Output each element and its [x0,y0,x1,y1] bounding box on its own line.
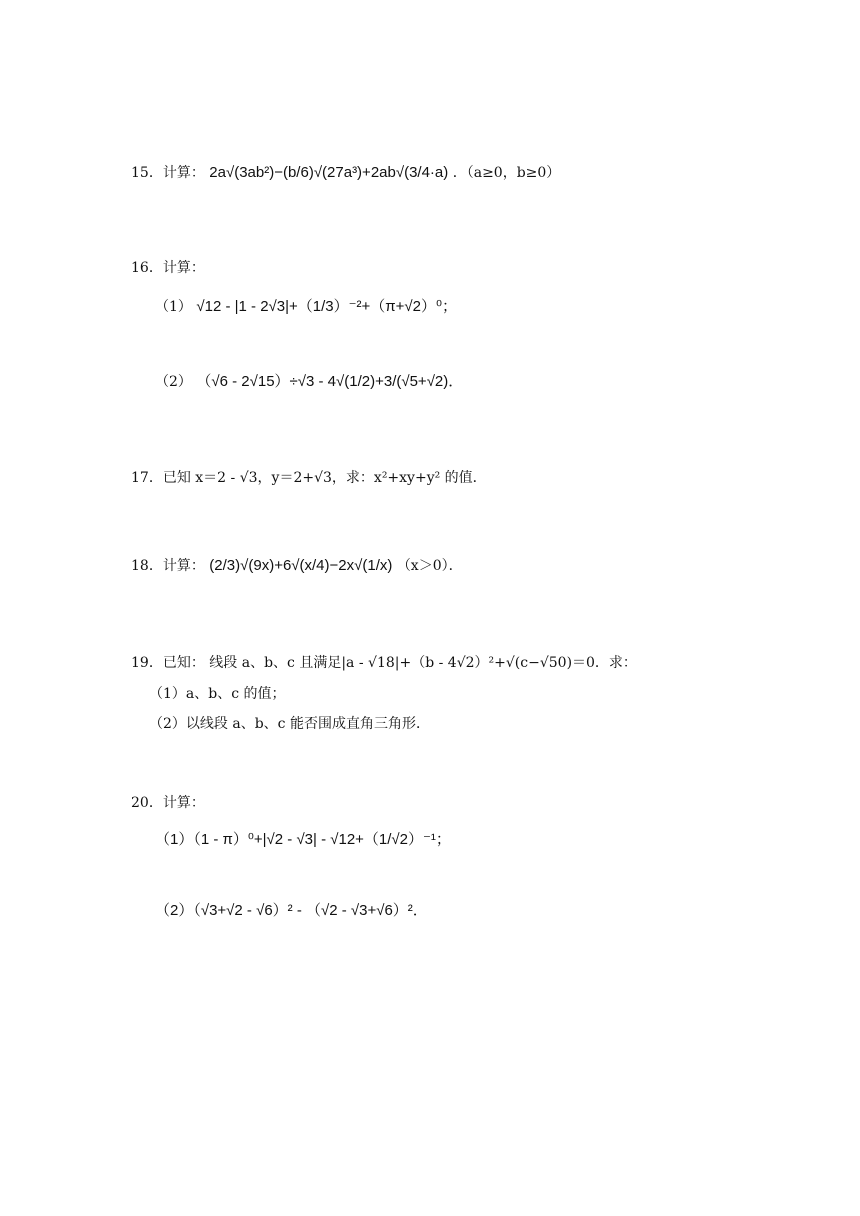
question-18-condition: （x＞0）． [396,558,463,574]
question-17-text: x＝2 - √3，y＝2+√3，求：x²+xy+y² 的值． [195,470,487,486]
question-19-part-1-text: （1）a、b、c 的值； [149,686,286,702]
question-15-math: 2a√(3ab²)−(b/6)√(27a³)+2ab√(3/4·a) [209,164,449,181]
question-20-part-2 [155,901,428,921]
question-15 [131,163,560,183]
question-19-text: 线段 a、b、c 且满足|a - √18|+（b - 4√2）²+√(c−√50)＝0．求： [209,655,637,671]
question-20-part-2-text: （2）（√3+√2 - √6）² - （√2 - √3+√6）²． [155,902,428,919]
question-20-label: 20．计算： [131,795,205,811]
question-19-part-2 [149,714,430,734]
question-17-label: 17．已知 [131,470,191,486]
question-16-part-2-label: （2） [155,374,192,390]
question-20 [131,793,205,813]
question-16 [131,258,205,278]
question-18-math: (2/3)√(9x)+6√(x/4)−2x√(1/x) [209,557,393,574]
question-16-part-2 [155,372,463,392]
question-18-label: 18．计算： [131,558,205,574]
question-19-part-1 [149,684,286,704]
question-19-part-2-text: （2）以线段 a、b、c 能否围成直角三角形． [149,716,430,732]
question-16-part-1-math: √12 - |1 - 2√3|+（1/3）⁻²+（π+√2）⁰； [196,298,457,315]
question-16-part-1 [155,297,457,317]
question-16-part-1-label: （1） [155,299,192,315]
question-17 [131,468,487,488]
question-15-condition: ．（a≥0，b≥0） [452,165,561,181]
question-20-part-1-text: （1）（1 - π）⁰+|√2 - √3| - √12+（1/√2）⁻¹； [155,831,451,848]
question-16-part-2-math: （√6 - 2√15）÷√3 - 4√(1/2)+3/(√5+√2)． [196,373,464,390]
question-16-label: 16．计算： [131,260,205,276]
question-18 [131,556,463,576]
question-20-part-1 [155,830,451,850]
question-19 [131,653,637,673]
question-15-label: 15．计算： [131,165,205,181]
question-19-label: 19．已知： [131,655,205,671]
